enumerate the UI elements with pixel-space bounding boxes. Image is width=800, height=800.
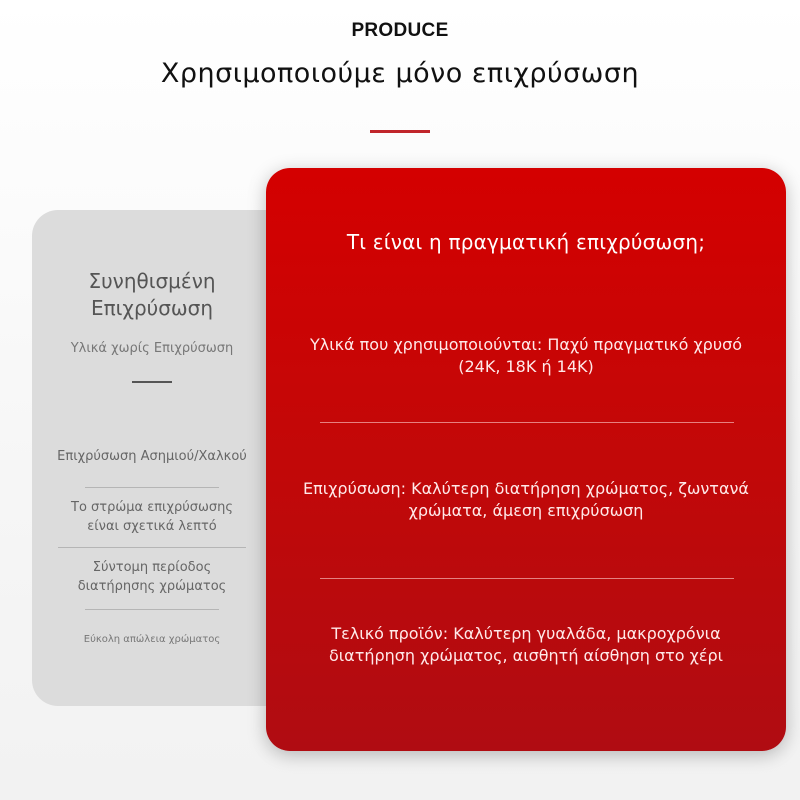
list-divider (58, 547, 246, 548)
accent-divider (370, 130, 430, 133)
real-plating-item: Τελικό προϊόν: Καλύτερη γυαλάδα, μακροχρόνια διατήρηση χρώματος, αισθητή αίσθηση στο χέρι (328, 624, 724, 665)
standard-plating-subtitle: Υλικά χωρίς Επιχρύσωση (70, 341, 234, 356)
standard-plating-card (32, 210, 302, 706)
standard-plating-item: Εύκολη απώλεια χρώματος (83, 634, 221, 645)
standard-plating-title: Συνηθισμένη Επιχρύσωση (88, 269, 216, 320)
standard-plating-item: Το στρώμα επιχρύσωσης είναι σχετικά λεπτό (71, 500, 233, 534)
standard-plating-item: Σύντομη περίοδος διατήρησης χρώματος (77, 560, 227, 594)
page-headline: Χρησιμοποιούμε μόνο επιχρύσωση (160, 58, 640, 89)
list-divider (85, 487, 219, 488)
standard-plating-item: Επιχρύσωση Ασημιού/Χαλκού (57, 449, 247, 464)
standard-plating-rule (132, 381, 172, 383)
list-divider (85, 609, 219, 610)
real-plating-item: Υλικά που χρησιμοποιούνται: Παχύ πραγματικό χρυσό (24K, 18K ή 14K) (309, 335, 743, 376)
list-divider (320, 422, 734, 423)
section-label: PRODUCE (351, 20, 449, 41)
real-plating-item: Επιχρύσωση: Καλύτερη διατήρηση χρώματος, ζωντανά χρώματα, άμεση επιχρύσωση (303, 479, 749, 520)
list-divider (320, 578, 734, 579)
real-plating-card (266, 168, 786, 751)
real-plating-title: Τι είναι η πραγματική επιχρύσωση; (346, 230, 706, 254)
